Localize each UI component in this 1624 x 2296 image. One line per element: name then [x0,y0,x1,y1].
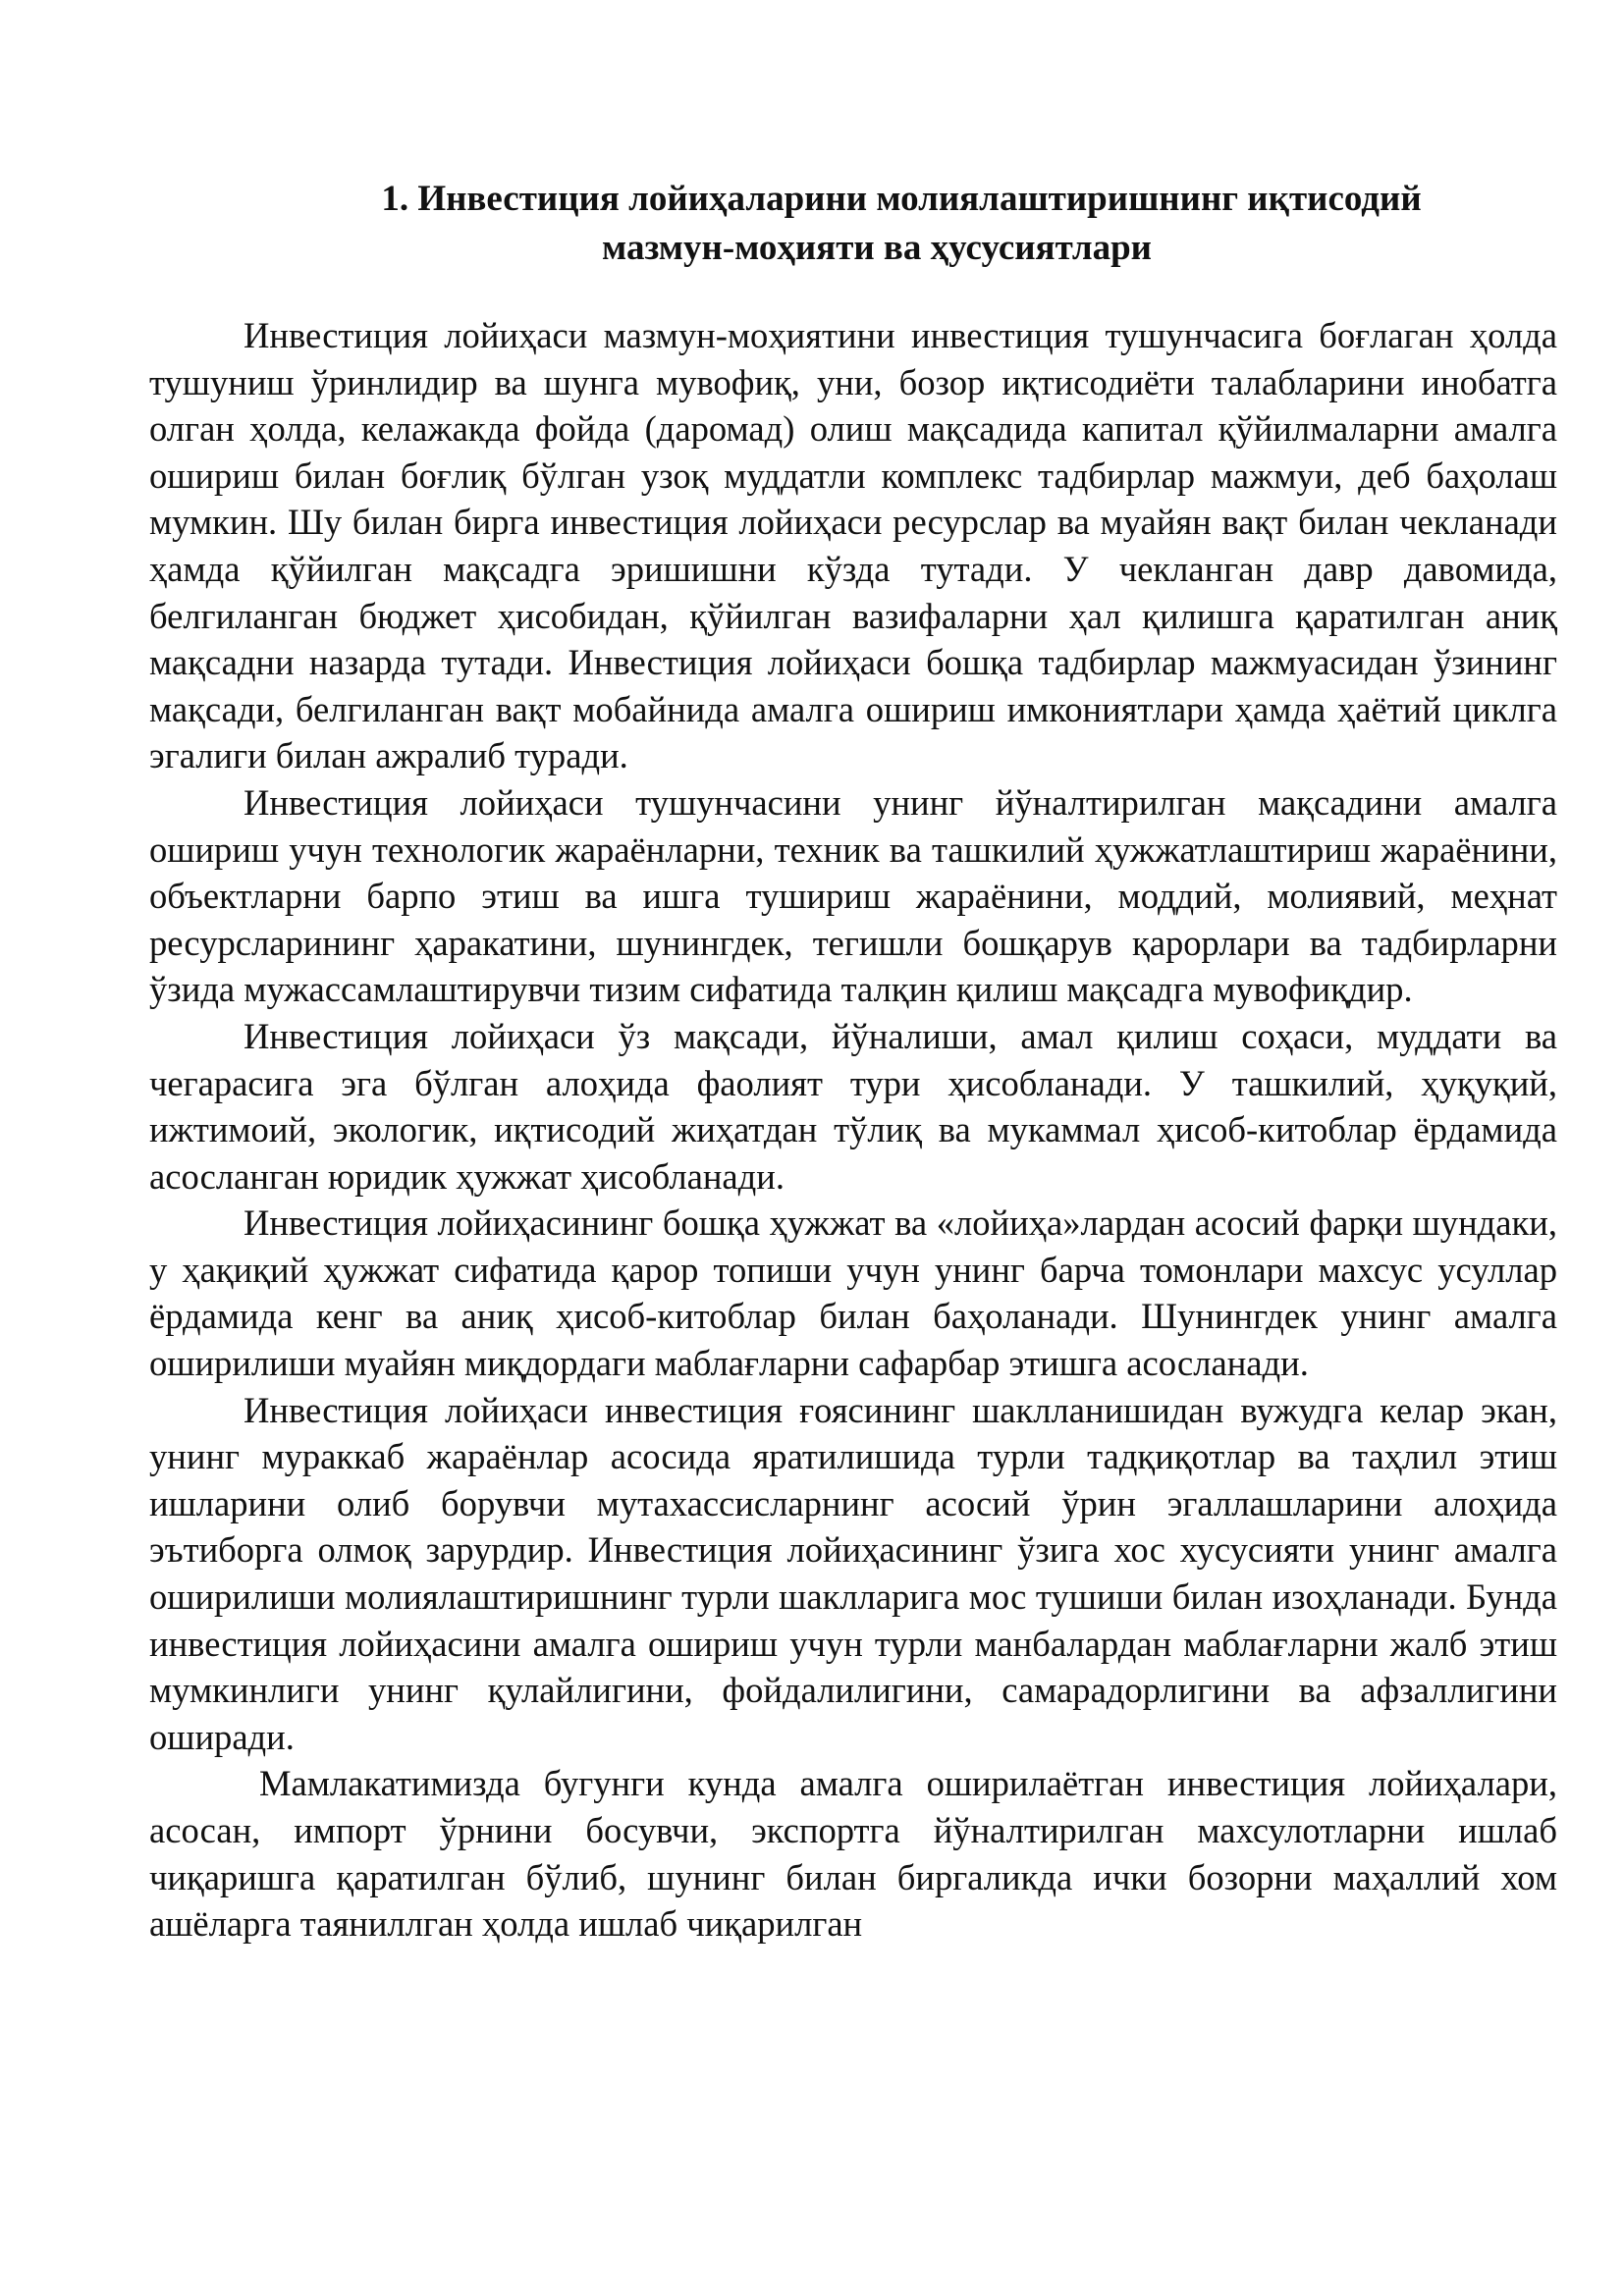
paragraph-2: Инвестиция лойиҳаси тушунчасини унинг йўналтирилган мақсадини амалга ошириш учун технологик жараёнларни, техник ва ташкилий ҳужжатлаштириш жараёнини, объектларни барпо этиш ва ишга тушириш жараёнини, моддий, молиявий, меҳнат ресурсларининг ҳаракатини, шунингдек, тегишли бошқарув қарорлари ва тадбирларни ўзида мужассамлаштирувчи тизим сифатида талқин қилиш мақсадга мувофиқдир. [149,781,1557,1010]
section-heading-line-2: мазмун-моҳияти ва ҳусусиятлари [602,228,1152,268]
paragraph-4: Инвестиция лойиҳасининг бошқа ҳужжат ва «лойиҳа»лардан асосий фарқи шундаки, у ҳақиқий ҳужжат сифатида қарор топиши учун унинг барча томонлари махсус усуллар ёрдамида кенг ва аниқ ҳисоб-китоблар билан баҳоланади. Шунингдек унинг амалга оширилиши муайян миқдордаги маблағларни сафарбар этишга асосланади. [149,1202,1557,1384]
body-text [149,312,1557,1948]
paragraph-5: Инвестиция лойиҳаси инвестиция ғоясининг шаклланишидан вужудга келар экан, унинг мураккаб жараёнлар асосида яратилишида турли тадқиқотлар ва таҳлил этиш ишларини олиб борувчи мутахассисларнинг асосий ўрин эгаллашларини алоҳида эътиборга олмоқ зарурдир. Инвестиция лойиҳасининг ўзига хос хусусияти унинг амалга оширилиши молиялаштиришнинг турли шаклларига мос тушиши билан изоҳланади. Бунда инвестиция лойиҳасини амалга ошириш учун турли манбалардан маблағларни жалб этиш мумкинлиги унинг қулайлигини, фойдалилигини, самарадорлигини ва афзаллигини оширади. [149,1389,1557,1757]
section-heading-line-1: 1. Инвестиция лойиҳаларини молиялаштиришнинг иқтисодий [381,179,1422,219]
paragraph-3: Инвестиция лойиҳаси ўз мақсади, йўналиши, амал қилиш соҳаси, муддати ва чегарасига эга бўлган алоҳида фаолият тури ҳисобланади. У ташкилий, ҳуқуқий, ижтимоий, экологик, иқтисодий жиҳатдан тўлиқ ва мукаммал ҳисоб-китоблар ёрдамида асосланган юридик ҳужжат ҳисобланади. [149,1015,1557,1197]
paragraph-1: Инвестиция лойиҳаси мазмун-моҳиятини инвестиция тушунчасига боғлаган ҳолда тушуниш ўринлидир ва шунга мувофиқ, уни, бозор иқтисодиёти талабларини инобатга олган ҳолда, келажакда фойда (даромад) олиш мақсадида капитал қўйилмаларни амалга ошириш билан боғлиқ бўлган узоқ муддатли комплекс тадбирлар мажмуи, деб баҳолаш мумкин. Шу билан бирга инвестиция лойиҳаси ресурслар ва муайян вақт билан чекланади ҳамда қўйилган мақсадга эришишни кўзда тутади. У чекланган давр давомида, белгиланган бюджет ҳисобидан, қўйилган вазифаларни ҳал қилишга қаратилган аниқ мақсадни назарда тутади. Инвестиция лойиҳаси бошқа тадбирлар мажмуасидан ўзининг мақсади, белгиланган вақт мобайнида амалга ошириш имкониятлари ҳамда ҳаётий циклга эгалиги билан ажралиб туради. [149,315,1557,776]
paragraph-6: Мамлакатимизда бугунги кунда амалга оширилаётган инвестиция лойиҳалари, асосан, импорт ўрнини босувчи, экспортга йўналтирилган махсулотларни ишлаб чиқаришга қаратилган бўлиб, шунинг билан биргаликда ички бозорни маҳаллий хом ашёларга таяниллган ҳолда ишлаб чиқарилган [149,1763,1557,1945]
